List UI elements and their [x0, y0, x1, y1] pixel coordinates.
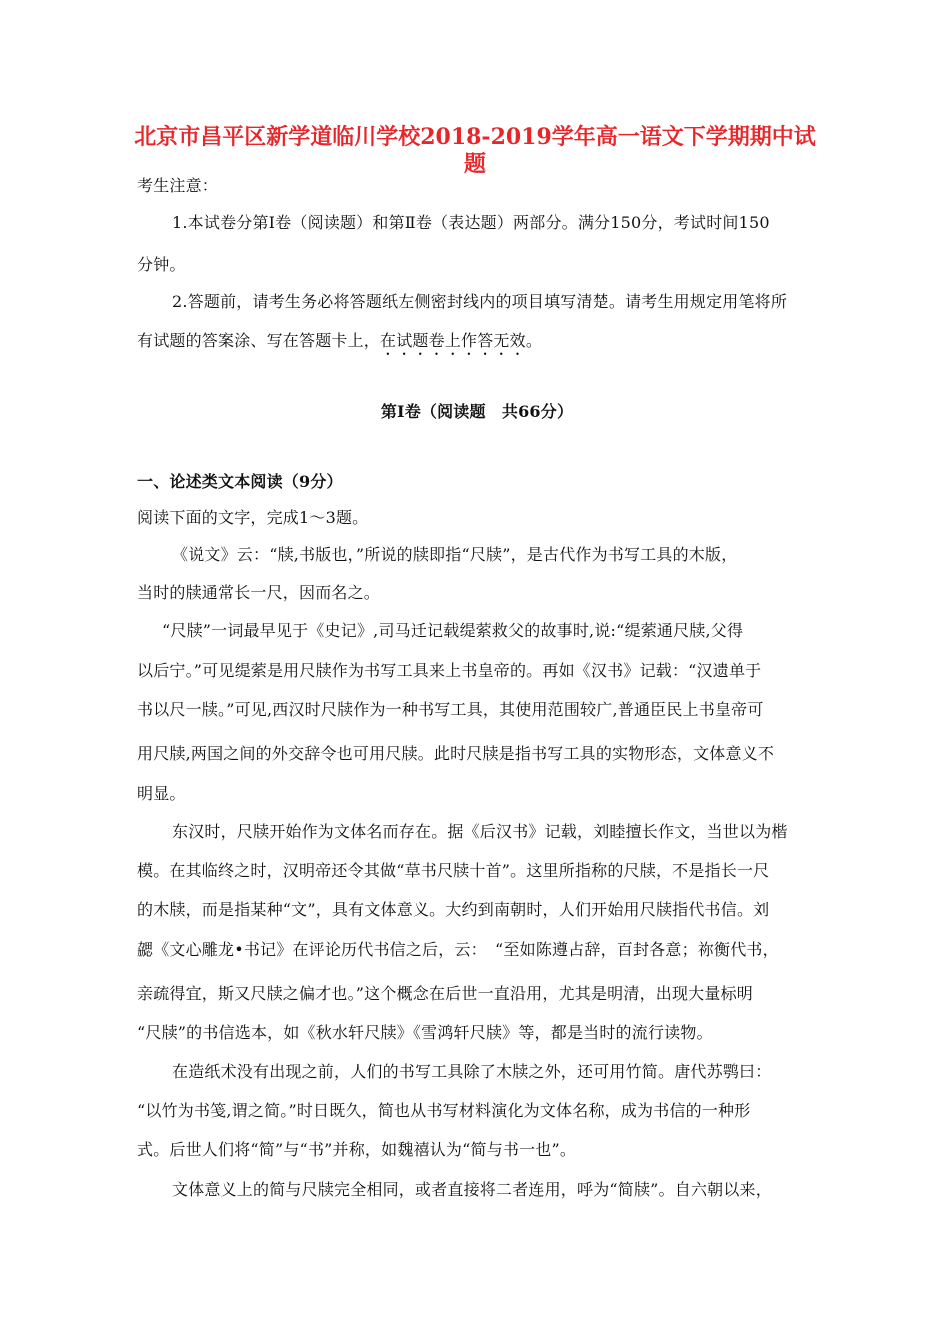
- notice-item-2-line-1: 2.答题前，请考生务必将答题纸左侧密封线内的项目填写清楚。请考生用规定用笔将所: [172, 292, 788, 311]
- section-1-heading: 一、论述类文本阅读（9分）: [137, 472, 343, 491]
- notice-item-2-line-2: [137, 331, 817, 359]
- passage-line-5: 书以尺一牍。”可见,西汉时尺牍作为一种书写工具，其使用范围较广,普通臣民上书皇帝可: [137, 700, 764, 719]
- passage-line-1: 《说文》云：“牍,书版也，”所说的牍即指“尺牍”，是古代作为书写工具的木版，: [172, 545, 738, 564]
- document-title: [130, 124, 820, 178]
- title-line-2: 题: [463, 151, 486, 177]
- notice-item-1-line-1: 1.本试卷分第Ⅰ卷（阅读题）和第Ⅱ卷（表达题）两部分。满分150分，考试时间150: [172, 213, 770, 232]
- section-1-instruction: 阅读下面的文字，完成1～3题。: [137, 508, 369, 527]
- title-line-1: 北京市昌平区新学道临川学校2018-2019学年高一语文下学期期中试: [134, 124, 816, 150]
- passage-line-10: 的木牍，而是指某种“文”，具有文体意义。大约到南朝时，人们开始用尺牍指代书信。刘: [137, 900, 770, 919]
- notice-emphasis-text: 在试题卷上作答无效: [380, 331, 526, 350]
- passage-line-9: 模。在其临终之时，汉明帝还令其做“草书尺牍十首”。这里所指称的尺牍，不是指长一尺: [137, 861, 770, 880]
- passage-line-16: 式。后世人们将“简”与“书”并称，如魏禧认为“简与书一也”。: [137, 1140, 577, 1159]
- passage-line-7: 明显。: [137, 784, 186, 803]
- passage-line-11: 勰《文心雕龙•书记》在评论历代书信之后，云： “至如陈遵占辞，百封各意；祢衡代书，: [137, 940, 779, 959]
- passage-line-15: “以竹为书笺,谓之简。”时日既久，简也从书写材料演化为文体名称，成为书信的一种形: [137, 1101, 751, 1120]
- notice-item-2-text-a: 有试题的答案涂、写在答题卡上，: [137, 331, 381, 350]
- passage-line-8: 东汉时，尺牍开始作为文体名而存在。据《后汉书》记载，刘睦擅长作文，当世以为楷: [172, 822, 788, 841]
- passage-line-4: 以后宁。”可见缇萦是用尺牍作为书写工具来上书皇帝的。再如《汉书》记载：“汉遗单于: [137, 661, 762, 680]
- passage-line-6: 用尺牍,两国之间的外交辞令也可用尺牍。此时尺牍是指书写工具的实物形态，文体意义不: [137, 744, 775, 763]
- passage-line-2: 当时的牍通常长一尺，因而名之。: [137, 583, 381, 602]
- notice-heading: 考生注意：: [137, 176, 219, 195]
- passage-line-3: “尺牍”一词最早见于《史记》,司马迁记载缇萦救父的故事时,说:“缇萦通尺牍,父得: [162, 621, 744, 640]
- notice-item-1-line-2: 分钟。: [137, 255, 186, 274]
- part-1-heading: 第Ⅰ卷（阅读题 共66分）: [380, 402, 574, 421]
- passage-line-17: 文体意义上的简与尺牍完全相同，或者直接将二者连用，呼为“简牍”。自六朝以来，: [172, 1180, 772, 1199]
- passage-line-12: 亲疏得宜，斯又尺牍之偏才也。”这个概念在后世一直沿用，尤其是明清，出现大量标明: [137, 984, 753, 1003]
- notice-item-2-text-c: 。: [525, 331, 543, 350]
- passage-line-14: 在造纸术没有出现之前，人们的书写工具除了木牍之外，还可用竹简。唐代苏鹗曰：: [172, 1062, 772, 1081]
- passage-line-13: “尺牍”的书信选本，如《秋水轩尺牍》《雪鸿轩尺牍》等，都是当时的流行读物。: [137, 1023, 713, 1042]
